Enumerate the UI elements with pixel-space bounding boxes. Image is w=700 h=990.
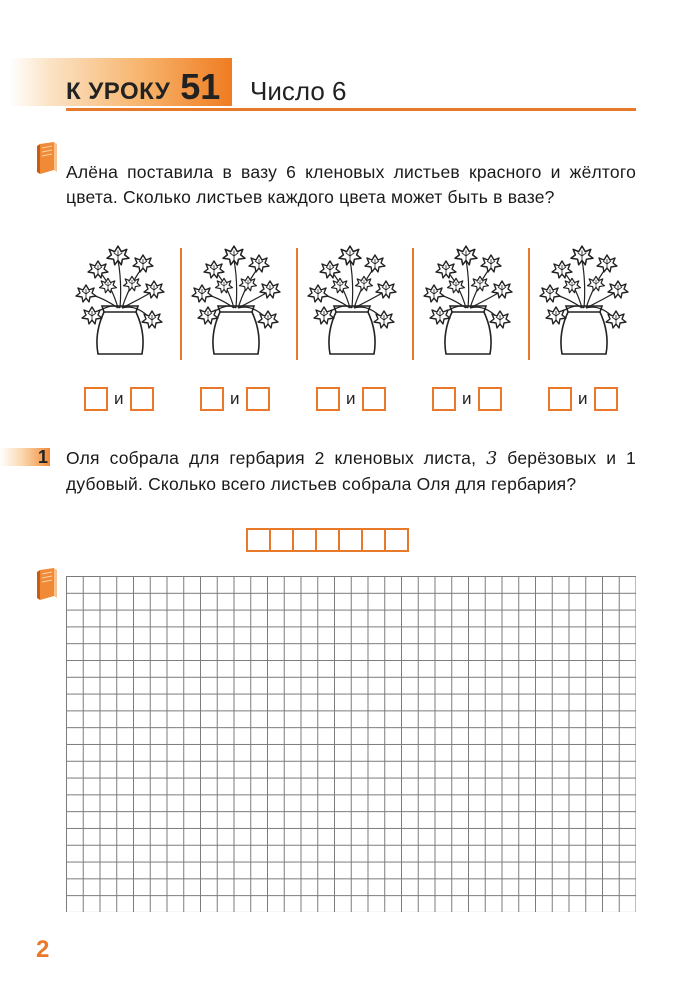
conjunction-label: и [230, 389, 240, 408]
answer-pair [200, 386, 270, 412]
header-rule [66, 108, 636, 111]
answer-cell[interactable] [269, 528, 294, 552]
conjunction-label: и [462, 389, 472, 408]
lesson-number: 51 [180, 66, 221, 107]
answer-box[interactable] [130, 387, 154, 411]
answer-box[interactable] [594, 387, 618, 411]
conjunction-label: и [578, 389, 588, 408]
answer-cell[interactable] [361, 528, 386, 552]
lesson-heading [66, 66, 220, 106]
task-text-part: берёзовых и 1 дубовый. Сколько всего листьев собрала Оля для гербария? [66, 448, 636, 494]
vase-image [536, 242, 632, 362]
lesson-label: К УРОКУ [66, 78, 171, 105]
answer-box[interactable] [478, 387, 502, 411]
page-number: 2 [36, 936, 50, 963]
answer-pair [432, 386, 502, 412]
task-text [66, 446, 636, 497]
page-title: Число 6 [250, 76, 347, 106]
vase-illustrations [66, 242, 636, 362]
book-icon [36, 142, 58, 176]
answer-box[interactable] [200, 387, 224, 411]
divider [412, 248, 414, 360]
divider [296, 248, 298, 360]
vase-image [304, 242, 400, 362]
task-text-part: Оля собрала для гербария 2 кленовых листа, [66, 448, 487, 468]
answer-box[interactable] [246, 387, 270, 411]
answer-box[interactable] [548, 387, 572, 411]
vase-image [420, 242, 516, 362]
writing-grid[interactable] [66, 576, 636, 912]
book-icon [36, 568, 58, 602]
answer-pair [548, 386, 618, 412]
divider [180, 248, 182, 360]
handwritten-digit: 3 [486, 449, 498, 469]
divider [528, 248, 530, 360]
answer-cell[interactable] [292, 528, 317, 552]
answer-strip [246, 528, 407, 552]
conjunction-label: и [346, 389, 356, 408]
answer-cell[interactable] [384, 528, 409, 552]
exercise-text: Алёна поставила в вазу 6 кленовых листьев красного и жёлтого цвета. Сколько листьев каждого цвета может быть в вазе? [66, 162, 636, 207]
answer-box[interactable] [316, 387, 340, 411]
answer-cell[interactable] [246, 528, 271, 552]
answer-box[interactable] [432, 387, 456, 411]
answer-box[interactable] [362, 387, 386, 411]
answer-pair [84, 386, 154, 412]
vase-image [72, 242, 168, 362]
conjunction-label: и [114, 389, 124, 408]
task-number: 1 [38, 447, 49, 467]
answer-pair [316, 386, 386, 412]
answer-cell[interactable] [315, 528, 340, 552]
vase-image [188, 242, 284, 362]
answer-cell[interactable] [338, 528, 363, 552]
answer-box[interactable] [84, 387, 108, 411]
